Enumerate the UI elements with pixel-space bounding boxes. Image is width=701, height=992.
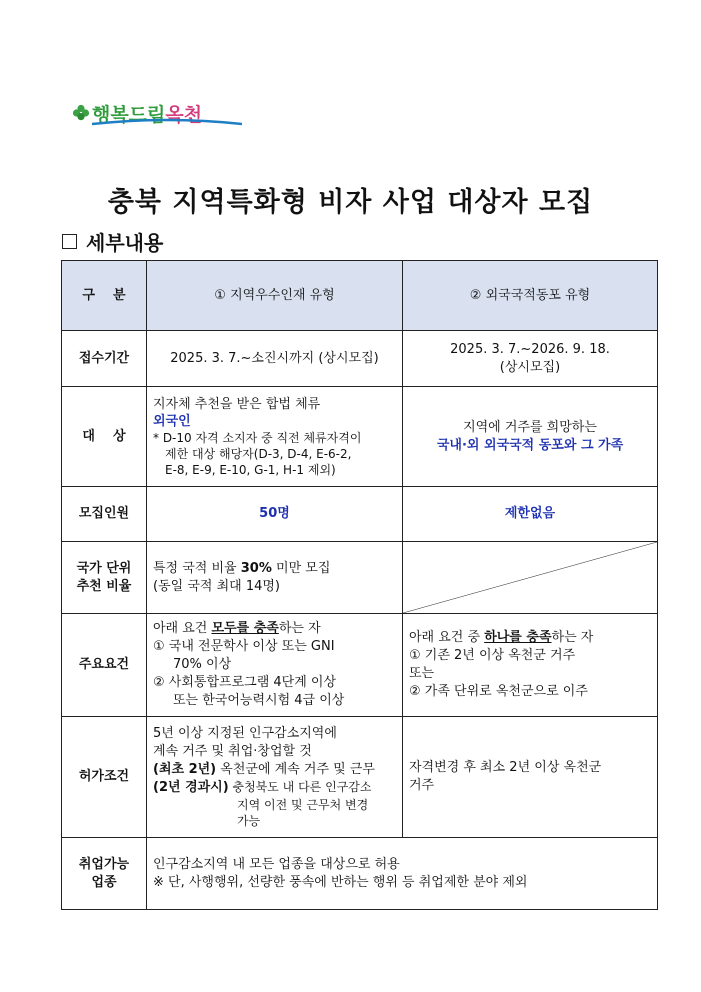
period-type1: 2025. 3. 7.~소진시까지 (상시모집) (147, 331, 403, 387)
table-row (62, 614, 658, 717)
nation-label-line1: 국가 단위 (76, 560, 132, 576)
table-row (62, 331, 658, 387)
header-category: 구 분 (62, 261, 147, 331)
header-type1: ① 지역우수인재 유형 (147, 261, 403, 331)
nation-label (62, 542, 147, 614)
requirements-type1-intro (153, 620, 396, 638)
recruit-label: 모집인원 (62, 487, 147, 542)
target-type1 (147, 387, 403, 487)
permit-type1-line2: 계속 거주 및 취업·창업할 것 (153, 744, 312, 759)
requirements-type2-item2: ② 가족 단위로 옥천군으로 이주 (409, 684, 588, 699)
requirements-type2-item1b: 또는 (409, 666, 435, 681)
permit-type1-first-text: 옥천군에 계속 거주 및 근무 (216, 762, 375, 777)
section-heading (62, 227, 163, 256)
employment-line1: 인구감소지역 내 모든 업종을 대상으로 허용 (153, 856, 400, 872)
table-row (62, 387, 658, 487)
logo-text-part1: 행복드림 (92, 104, 166, 126)
period-type2-line2: (상시모집) (499, 359, 561, 375)
clover-icon (72, 104, 90, 122)
employment-label (62, 838, 147, 910)
target-label: 대 상 (62, 387, 147, 487)
table-row (62, 261, 658, 331)
requirements-type1-item2b: 또는 한국어능력시험 4급 이상 (173, 693, 345, 708)
nation-type1-line1 (153, 560, 396, 578)
header-type2: ② 외국국적동포 유형 (403, 261, 658, 331)
permit-type2-line2: 거주 (409, 778, 435, 793)
requirements-type2-intro (409, 629, 651, 647)
nation-type1-pre: 특정 국적 비율 (153, 560, 241, 576)
target-type2 (403, 387, 658, 487)
requirements-type1-item1a: ① 국내 전문학사 이상 또는 GNI (153, 639, 335, 654)
table-row (62, 838, 658, 910)
permit-type2 (403, 717, 658, 838)
requirements-type1-post: 하는 자 (278, 621, 321, 636)
requirements-type2 (403, 614, 658, 717)
table-row (62, 487, 658, 542)
requirements-type2-item1a: ① 기존 2년 이상 옥천군 거주 (409, 648, 576, 663)
nation-type2-empty (403, 542, 658, 614)
target-type1-note3: E-8, E-9, E-10, G-1, H-1 제외) (165, 462, 336, 477)
requirements-label: 주요요건 (62, 614, 147, 717)
permit-type1-after-line3: 가능 (237, 814, 261, 828)
diagonal-line (403, 542, 657, 613)
nation-type1-line2: (동일 국적 최대 14명) (153, 578, 280, 594)
target-type2-line1: 지역에 거주를 희망하는 (463, 419, 597, 435)
details-table (61, 260, 658, 910)
nation-type1-post: 미만 모집 (271, 560, 331, 576)
requirements-type1-item1b: 70% 이상 (173, 657, 232, 672)
requirements-type2-post: 하는 자 (551, 630, 594, 645)
logo-swoosh-icon (92, 118, 242, 128)
section-heading-text: 세부내용 (86, 231, 164, 255)
requirements-type1 (147, 614, 403, 717)
requirements-type1-emph: 모두를 충족 (211, 621, 279, 636)
permit-type1-first (153, 761, 396, 779)
page-title: 충북 지역특화형 비자 사업 대상자 모집 (107, 187, 594, 218)
table-row (62, 717, 658, 838)
permit-type1-after-bold: (2년 경과시) (153, 780, 229, 795)
permit-type1-after-text: 충청북도 내 다른 인구감소 (228, 780, 372, 794)
permit-type1-line1: 5년 이상 지정된 인구감소지역에 (153, 726, 337, 741)
permit-label: 허가조건 (62, 717, 147, 838)
requirements-type2-pre: 아래 요건 중 (409, 630, 485, 645)
period-type2 (403, 331, 658, 387)
permit-type1-after-line2: 지역 이전 및 근무처 변경 (237, 798, 369, 812)
checkbox-square-icon (62, 234, 77, 249)
target-type1-line1: 지자체 추천을 받은 합법 체류 (153, 396, 321, 412)
permit-type1 (147, 717, 403, 838)
target-type1-note1: * D-10 자격 소지자 중 직전 체류자격이 (153, 430, 362, 445)
logo (72, 96, 202, 126)
nation-type1-bold: 30% (240, 560, 272, 576)
permit-type1-after (153, 779, 396, 797)
logo-text-part2: 옥천 (165, 104, 203, 126)
employment-label-line1: 취업가능 (78, 856, 130, 872)
requirements-type1-pre: 아래 요건 (153, 621, 212, 636)
period-type2-line1: 2025. 3. 7.~2026. 9. 18. (450, 341, 610, 357)
employment-line2: ※ 단, 사행행위, 선량한 풍속에 반하는 행위 등 취업제한 분야 제외 (153, 874, 528, 890)
requirements-type2-emph: 하나를 충족 (484, 630, 552, 645)
requirements-type1-item2a: ② 사회통합프로그램 4단계 이상 (153, 675, 337, 690)
nation-label-line2: 추천 비율 (76, 578, 132, 594)
nation-type1 (147, 542, 403, 614)
recruit-type1: 50명 (147, 487, 403, 542)
recruit-type2: 제한없음 (403, 487, 658, 542)
employment-content (147, 838, 658, 910)
target-type1-note2: 제한 대상 해당자(D-3, D-4, E-6-2, (165, 446, 352, 461)
employment-label-line2: 업종 (91, 874, 117, 890)
permit-type1-first-bold: (최초 2년) (153, 762, 217, 777)
target-type2-line2: 국내·외 외국국적 동포와 그 가족 (436, 437, 624, 453)
period-label: 접수기간 (62, 331, 147, 387)
permit-type2-line1: 자격변경 후 최소 2년 이상 옥천군 (409, 760, 602, 775)
table-row (62, 542, 658, 614)
target-type1-line2: 외국인 (153, 413, 191, 429)
